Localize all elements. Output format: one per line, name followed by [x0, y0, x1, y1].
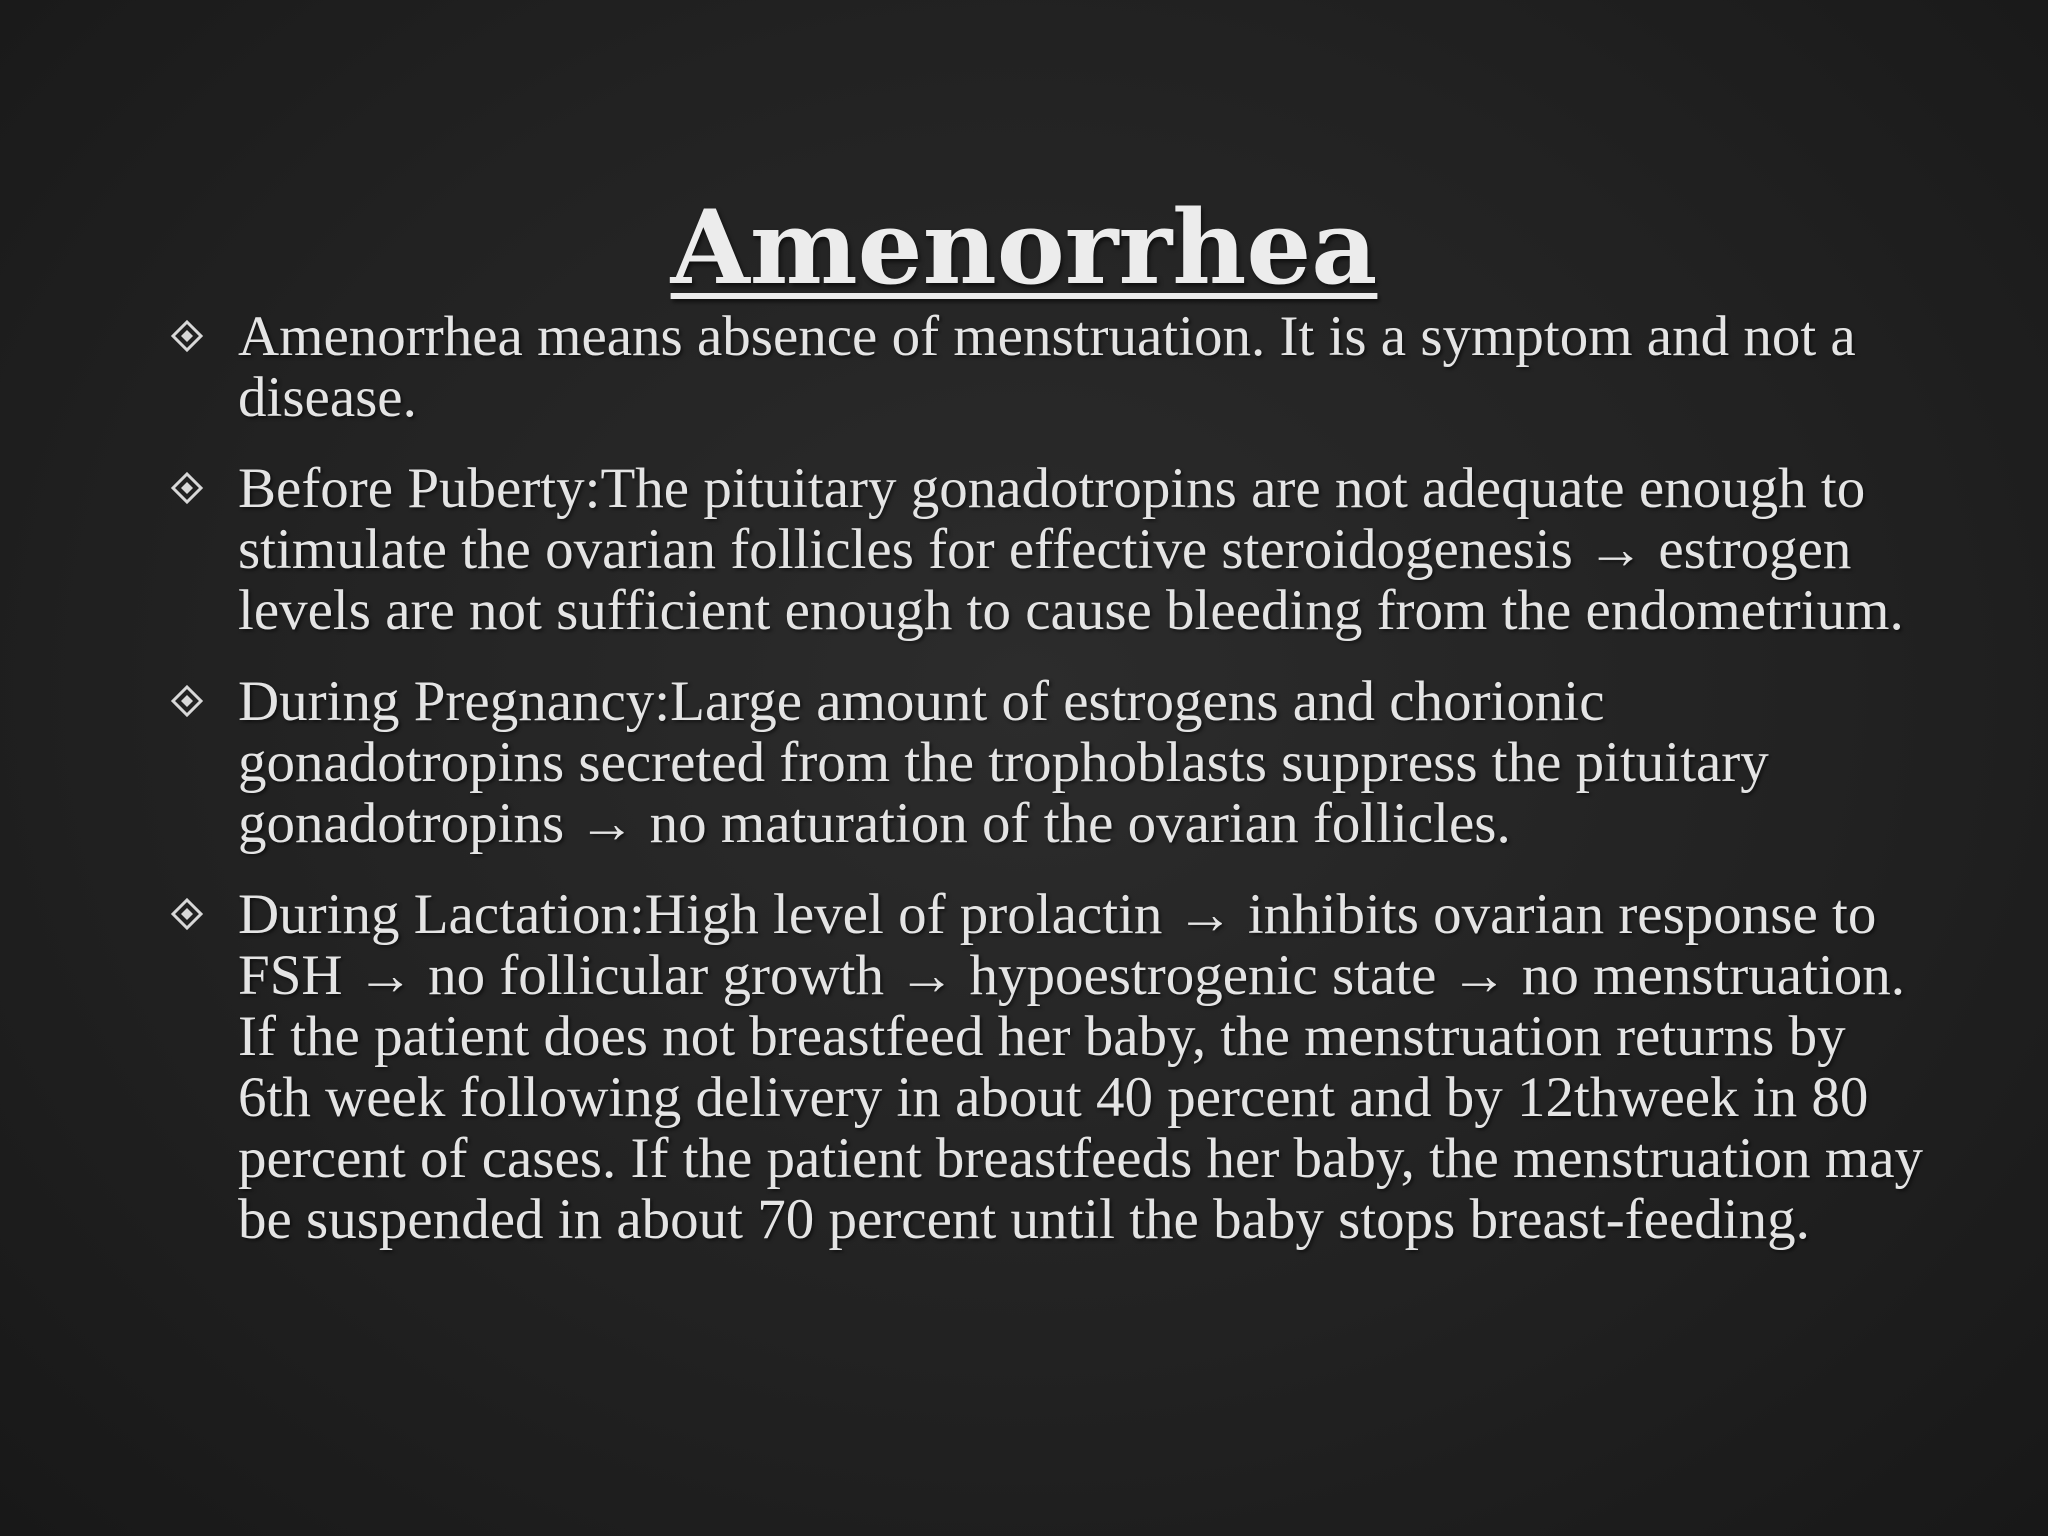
- bullet-list: [170, 306, 1930, 1280]
- slide-title: Amenorrhea: [670, 188, 1378, 308]
- diamond-bullet-icon: [170, 684, 204, 718]
- bullet-item: [170, 458, 1930, 641]
- diamond-bullet-icon: [170, 471, 204, 505]
- bullet-text: Amenorrhea means absence of menstruation. It is a symptom and not a disease.: [238, 305, 1856, 429]
- bullet-text: During Pregnancy:Large amount of estrogens and chorionic gonadotropins secreted from the trophoblasts suppress the pituitary gonadotropins → no maturation of the ovarian follicles.: [238, 670, 1769, 855]
- bullet-text: During Lactation:High level of prolactin → inhibits ovarian response to FSH → no follicular growth → hypoestrogenic state → no menstruation. If the patient does not breastfeed her baby, the menstruation returns by 6th week following delivery in about 40 percent and by 12thweek in 80 percent of cases. If the patient breastfeeds her baby, the menstruation may be suspended in about 70 percent until the baby stops breast-feeding.: [238, 883, 1924, 1251]
- bullet-item: [170, 884, 1930, 1250]
- bullet-item: [170, 671, 1930, 854]
- bullet-text: Before Puberty:The pituitary gonadotropins are not adequate enough to stimulate the ovarian follicles for effective steroidogenesis → estrogen levels are not sufficient enough to cause bleeding from the endometrium.: [238, 457, 1904, 642]
- bullet-item: [170, 306, 1930, 428]
- diamond-bullet-icon: [170, 897, 204, 931]
- diamond-bullet-icon: [170, 319, 204, 353]
